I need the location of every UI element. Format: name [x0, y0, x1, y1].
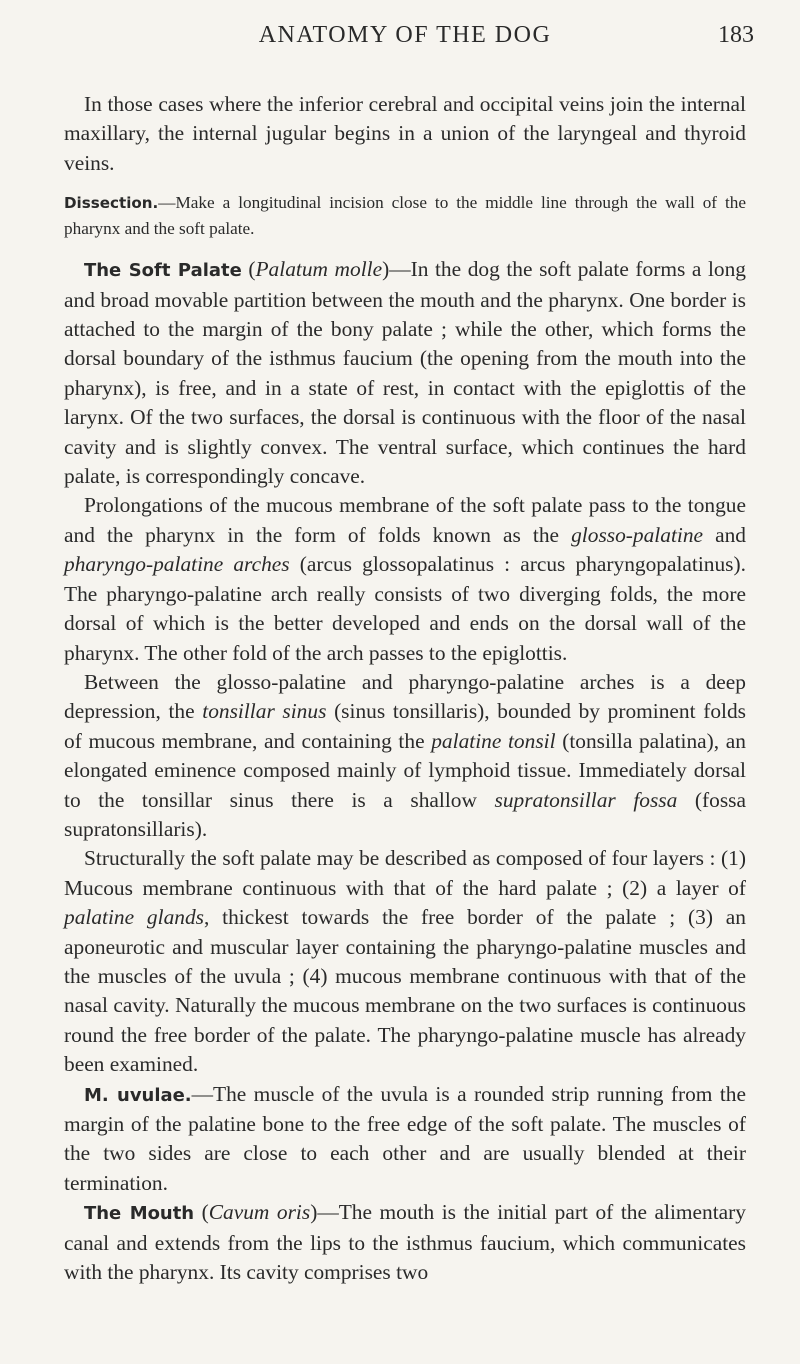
uvulae-text: —The muscle of the uvula is a rounded strip running from the margin of the palatine bone to the free edge of the soft palate. The muscles of the two sides are close to each other and are usually blended at their termination. — [64, 1081, 746, 1195]
soft-palate-text: —In the dog the soft palate forms a long and broad movable partition between the mouth and the pharynx. One border is attached to the margin of the bony palate ; while the other, which forms the dorsal boundary of the isthmus faucium (the opening from the mouth into the pharynx), is free, and in a state of rest, in contact with the epiglottis of the larynx. Of the two surfaces, the dorsal is continuous with the floor of the nasal cavity and is slightly convex. The ventral surface, which continues the hard palate, is correspondingly concave. — [64, 257, 746, 489]
soft-palate-heading: The Soft Palate — [84, 260, 242, 282]
tonsillar-text-d: (fossa supratonsillaris). — [64, 787, 746, 841]
paragraph-uvulae — [64, 1080, 746, 1199]
structure-text-b: , thickest towards the free border of the palate ; (3) an aponeurotic and muscular layer containing the pharyngo-palatine muscles and the muscles of the uvula ; (4) mucous membrane continuous with that of the nasal cavity. Naturally the mucous membrane on the two surfaces is continuous round the free border of the palate. The pharyngo-palatine muscle has already been examined. — [64, 905, 746, 1077]
prolongations-text-a: Prolongations of the mucous membrane of the soft palate pass to the tongue and the pharynx in the form of folds known as the — [64, 493, 746, 547]
paragraph-structure — [64, 844, 746, 1079]
prolongations-text-b: (arcus glossopalatinus : arcus pharyngopalatinus). The pharyngo-palatine arch really consists of two diverging folds, the more dorsal of which is the better developed and ends on the dorsal wall of the pharynx. The other fold of the arch passes to the epiglottis. — [64, 552, 746, 665]
tonsillar-sinus-term: tonsillar sinus — [202, 699, 327, 724]
running-head-title: ANATOMY OF THE DOG — [258, 22, 552, 48]
uvulae-label: M. uvulae. — [84, 1084, 192, 1106]
page-body — [64, 90, 746, 1287]
paragraph-prolongations — [64, 491, 746, 667]
supratonsillar-fossa-term: supratonsillar fossa — [494, 787, 678, 812]
mouth-text: —The mouth is the initial part of the alimentary canal and extends from the lips to the isthmus faucium, which communicates with the pharynx. Its cavity comprises two — [64, 1200, 746, 1285]
mouth-heading: The Mouth — [84, 1203, 195, 1225]
dissection-text: —Make a longitudinal incision close to the middle line through the wall of the pharynx and the soft palate. — [64, 193, 746, 239]
paragraph-veins-text: In those cases where the inferior cerebral and occipital veins join the internal maxillary, the internal jugular begins in a union of the laryngeal and thyroid veins. — [64, 92, 746, 175]
palatine-glands-term: palatine glands — [64, 905, 204, 930]
paragraph-dissection — [64, 190, 746, 241]
pharyngo-palatine-arches-term: pharyngo-palatine arches — [64, 552, 290, 577]
soft-palate-latin: Palatum molle — [255, 257, 383, 282]
tonsillar-text-b: (sinus tonsillaris), bounded by prominent folds of mucous membrane, and containing the — [64, 699, 746, 753]
running-head — [64, 14, 754, 50]
paragraph-soft-palate: The Soft Palate (Palatum molle)—In the dog the soft palate forms a long and broad movable partition between the mouth and the pharynx. One border is attached to the margin of the bony palate ; while the other, which forms the dorsal boundary of the isthmus faucium (the opening from the mouth into the pharynx), is free, and in a state of rest, in contact with the epiglottis of the larynx. Of the two surfaces, the dorsal is continuous with the floor of the nasal cavity and is slightly convex. The ventral surface, which continues the hard palate, is correspondingly concave. — [64, 257, 746, 489]
glosso-palatine-term: glosso-palatine — [571, 522, 704, 547]
and-word: and — [715, 522, 746, 547]
mouth-latin: Cavum oris — [208, 1200, 311, 1225]
palatine-tonsil-term: palatine tonsil — [431, 728, 556, 753]
paragraph-veins — [64, 90, 746, 178]
paragraph-tonsillar — [64, 668, 746, 844]
structure-text-a: Structurally the soft palate may be described as composed of four layers : (1) Mucous membrane continuous with that of the hard palate ; (2) a layer of — [64, 846, 746, 900]
dissection-label: Dissection. — [64, 194, 159, 213]
tonsillar-text-a: Between the glosso-palatine and pharyngo-palatine arches is a deep depression, the — [64, 669, 746, 724]
paragraph-mouth: The Mouth (Cavum oris)—The mouth is the initial part of the alimentary canal and extends from the lips to the isthmus faucium, which communicates with the pharynx. Its cavity comprises two — [64, 1200, 746, 1285]
book-page — [64, 14, 754, 1287]
tonsillar-text-c: (tonsilla palatina), an elongated eminence composed mainly of lymphoid tissue. Immediately dorsal to the tonsillar sinus there is a shallow — [64, 728, 746, 812]
page-number: 183 — [718, 22, 754, 48]
